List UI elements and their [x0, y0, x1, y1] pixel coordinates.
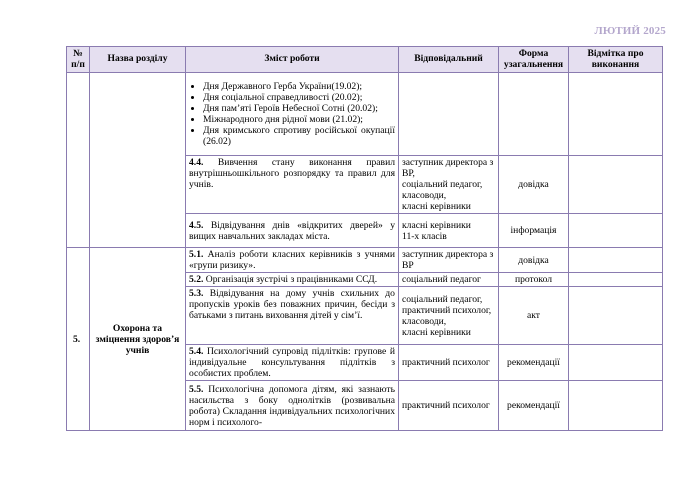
responsible-line: соціальний педагог,	[402, 179, 483, 190]
list-item: • Дня пам’яті Героїв Небесної Сотні (20.02);	[203, 103, 395, 114]
cell-content-5-4	[186, 345, 399, 381]
cell-completion-5-1	[569, 248, 663, 273]
responsible-line: класоводи,	[402, 190, 447, 201]
cell-responsible-4-4	[399, 156, 499, 214]
cell-completion-4-4	[569, 156, 663, 214]
item-number: 4.4.	[189, 157, 204, 168]
responsible-line: заступник директора з ВР,	[402, 157, 494, 179]
bullet-list	[189, 81, 395, 147]
item-text: Відвідування на дому учнів схильних до пропусків уроків без поважних причин, бесіди з батьками з питань виховання дітей у сім’ї.	[189, 288, 395, 321]
responsible-line: соціальний педагог	[402, 274, 481, 285]
cell-content-bullets	[186, 73, 399, 156]
item-number: 5.3.	[189, 288, 204, 299]
col-header-form: Форма узагальнення	[499, 47, 569, 73]
cell-completion-4-5	[569, 214, 663, 248]
responsible-line: 11-х класів	[402, 230, 447, 242]
cell-completion	[569, 73, 663, 156]
list-item: • Дня соціальної справедливості (20.02);	[203, 92, 395, 103]
responsible-line: практичний психолог	[402, 357, 490, 368]
cell-responsible-5-3	[399, 287, 499, 345]
cell-completion-5-4	[569, 345, 663, 381]
cell-content-4-5	[186, 214, 399, 248]
item-text: Організація зустрічі з працівниками ССД.	[205, 274, 378, 285]
list-item: • Міжнародного дня рідної мови (21.02);	[203, 114, 395, 125]
cell-completion-5-2	[569, 273, 663, 287]
item-number: 5.4.	[189, 346, 204, 357]
cell-number-prev	[67, 73, 90, 248]
cell-form-4-5: інформація	[499, 214, 569, 248]
col-header-responsible: Відповідальний	[399, 47, 499, 73]
responsible-line: практичний психолог	[402, 400, 490, 411]
item-number: 4.5.	[189, 219, 204, 231]
cell-form-5-3: акт	[499, 287, 569, 345]
cell-form	[499, 73, 569, 156]
item-text: Вивчення стану виконання правил внутрішньошкільного розпорядку та правил для учнів.	[189, 157, 395, 190]
cell-completion-5-3	[569, 287, 663, 345]
col-header-section: Назва розділу	[90, 47, 186, 73]
table-row	[67, 248, 663, 273]
col-header-completion: Відмітка про виконання	[569, 47, 663, 73]
cell-responsible-5-5	[399, 381, 499, 431]
table-header-row	[67, 47, 663, 73]
responsible-line: класні керівники	[402, 201, 471, 212]
cell-content-5-3	[186, 287, 399, 345]
cell-responsible-5-2	[399, 273, 499, 287]
item-text: Психологічний супровід підлітків: групове й індивідуальне консультування підлітків з особистих проблем.	[189, 346, 395, 379]
cell-form-4-4: довідка	[499, 156, 569, 214]
cell-responsible-4-5	[399, 214, 499, 248]
cell-content-5-1	[186, 248, 399, 273]
cell-form-5-4: рекомендації	[499, 345, 569, 381]
item-text: Відвідування днів «відкритих дверей» у вищих навчальних закладах міста.	[189, 219, 395, 242]
item-number: 5.1.	[189, 249, 204, 260]
responsible-line: соціальний педагог,	[402, 293, 483, 305]
col-header-content: Зміст роботи	[186, 47, 399, 73]
cell-section-prev	[90, 73, 186, 248]
item-number: 5.2.	[189, 274, 204, 285]
responsible-line: класні керівники	[402, 219, 471, 231]
list-item: • Дня Державного Герба України(19.02);	[203, 81, 395, 92]
col-header-number: № п/п	[67, 47, 90, 73]
section-number: 5.	[67, 248, 90, 431]
cell-content-4-4	[186, 156, 399, 214]
item-text: Аналіз роботи класних керівників з учнями «групи ризику».	[189, 249, 395, 271]
responsible-line: класоводи,	[402, 315, 447, 327]
cell-responsible-5-1	[399, 248, 499, 273]
cell-content-5-2	[186, 273, 399, 287]
responsible-line: класні керівники	[402, 326, 471, 338]
cell-responsible	[399, 73, 499, 156]
item-number: 5.5.	[189, 383, 204, 395]
cell-responsible-5-4	[399, 345, 499, 381]
section-name: Охорона та зміцнення здоров’я учнів	[90, 248, 186, 431]
cell-form-5-5: рекомендації	[499, 381, 569, 431]
month-label: ЛЮТИЙ 2025	[594, 25, 666, 37]
list-item: • Дня кримського спротиву російської окупації (26.02)	[203, 125, 395, 147]
cell-form-5-2: протокол	[499, 273, 569, 287]
cell-content-5-5	[186, 381, 399, 431]
cell-completion-5-5	[569, 381, 663, 431]
work-plan-table	[66, 46, 663, 431]
table-row	[67, 73, 663, 156]
cell-form-5-1: довідка	[499, 248, 569, 273]
responsible-line: заступник директора з ВР	[402, 249, 494, 271]
item-text: Психологічна допомога дітям, які зазнають насильства з боку однолітків (розвивальна робота) Складання індивідуальних психологічних норм і психолого-	[189, 383, 395, 428]
responsible-line: практичний психолог,	[402, 304, 492, 316]
